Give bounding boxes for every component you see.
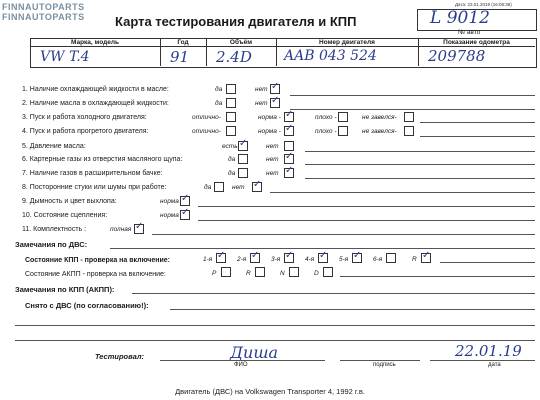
item-3-normal: норма - — [258, 114, 281, 121]
akpp-n: N — [280, 270, 285, 277]
check-mark-icon: ✓ — [319, 250, 328, 261]
item-4-bad-box[interactable] — [338, 126, 348, 136]
test-date: 22.01.19 — [455, 342, 522, 360]
dvs-remarks-label: Замечания по ДВС: — [15, 240, 88, 249]
item-3-excellent-box[interactable] — [226, 112, 236, 122]
item-5-label: 5. Давление масла: — [22, 143, 86, 150]
gear-6: 6-я — [373, 256, 383, 263]
item-10-label: 10. Состояние сцепления: — [22, 212, 108, 219]
check-mark-icon: ✓ — [422, 250, 431, 261]
item-2-yes: да — [215, 100, 223, 107]
page-title: Карта тестирования двигателя и КПП — [115, 14, 357, 29]
item-4-normal: норма - — [258, 128, 281, 135]
check-mark-icon: ✓ — [135, 221, 144, 232]
check-mark-icon: ✓ — [239, 138, 248, 149]
item-3-bad-box[interactable] — [338, 112, 348, 122]
item-4-not-started: не завелся- — [362, 128, 397, 135]
item-7-label: 7. Наличие газов в расширительном бачке: — [22, 170, 163, 177]
item-5-no-box[interactable] — [284, 141, 294, 151]
item-4-excellent: отлично- — [192, 128, 221, 135]
gear-6-box[interactable] — [386, 253, 396, 263]
item-1-label: 1. Наличие охлаждающей жидкости в масле: — [22, 86, 169, 93]
item-3-label: 3. Пуск и работа холодного двигателя: — [22, 114, 147, 121]
removed-from-label: Снято с ДВС (по согласованию!): — [25, 301, 149, 310]
item-3-excellent: отлично- — [192, 114, 221, 121]
akpp-r: R — [246, 270, 251, 277]
col-volume: Объём — [229, 39, 253, 46]
col-odometer: Показание одометра — [443, 39, 510, 46]
car-number-handwritten: L 9012 — [430, 8, 490, 28]
gear-2: 2-я — [237, 256, 247, 263]
date-stamp: Дата: 23.01.2019 (16:08:38) — [455, 2, 512, 7]
signature-label: подпись — [373, 362, 396, 368]
check-mark-icon: ✓ — [285, 123, 294, 134]
gear-1: 1-я — [203, 256, 213, 263]
akpp-state-label: Состояние АКПП - проверка на включение: — [25, 271, 166, 278]
check-mark-icon: ✓ — [285, 151, 294, 162]
gear-3: 3-я — [271, 256, 281, 263]
item-9-label: 9. Дымность и цвет выхлопа: — [22, 198, 117, 205]
check-mark-icon: ✓ — [353, 250, 362, 261]
check-mark-icon: ✓ — [181, 207, 190, 218]
check-mark-icon: ✓ — [285, 250, 294, 261]
watermark-logo-bottom: FINNAUTOPARTS — [2, 12, 85, 22]
item-5-present: есть — [222, 143, 238, 150]
fio-label: ФИО — [234, 362, 248, 368]
caption: Двигатель (ДВС) на Volkswagen Transporter 4, 1992 г.в. — [175, 387, 365, 396]
item-2-no: нет — [255, 100, 268, 107]
item-4-not-started-box[interactable] — [404, 126, 414, 136]
akpp-n-box[interactable] — [289, 267, 299, 277]
value-year: 91 — [170, 48, 190, 66]
item-7-yes: да — [228, 170, 236, 177]
value-model: VW T.4 — [40, 49, 90, 65]
item-2-yes-box[interactable] — [226, 98, 236, 108]
gear-4: 4-я — [305, 256, 315, 263]
item-6-yes: да — [228, 156, 236, 163]
item-7-no: нет — [266, 170, 279, 177]
akpp-p: P — [212, 270, 217, 277]
watermark-logo-top: FINNAUTOPARTS — [2, 2, 85, 12]
item-4-bad: плохо - — [315, 128, 337, 135]
value-odometer: 209788 — [428, 47, 486, 65]
item-2-label: 2. Наличие масла в охлаждающей жидкости: — [22, 100, 169, 107]
check-mark-icon: ✓ — [285, 165, 294, 176]
kpp-state-label: Состояние КПП - проверка на включение: — [25, 257, 170, 264]
item-6-yes-box[interactable] — [238, 154, 248, 164]
item-5-no: нет — [266, 143, 279, 150]
gear-r: R — [412, 256, 417, 263]
item-8-no: нет — [232, 184, 245, 191]
item-6-no: нет — [266, 156, 279, 163]
item-1-yes-box[interactable] — [226, 84, 236, 94]
item-6-label: 6. Картерные газы из отверстия масляного щупа: — [22, 156, 183, 163]
check-mark-icon: ✓ — [253, 179, 262, 190]
value-volume: 2.4D — [216, 48, 252, 66]
item-9-normal: норма — [160, 198, 179, 205]
tester-name: Диша — [230, 343, 279, 362]
car-number-label: № авто — [458, 29, 481, 36]
item-1-no: нет — [255, 86, 268, 93]
item-4-label: 4. Пуск и работа прогретого двигателя: — [22, 128, 149, 135]
gear-5: 5-я — [339, 256, 349, 263]
check-mark-icon: ✓ — [271, 95, 280, 106]
check-mark-icon: ✓ — [271, 81, 280, 92]
item-8-yes-box[interactable] — [214, 182, 224, 192]
item-8-yes: да — [204, 184, 212, 191]
check-mark-icon: ✓ — [181, 193, 190, 204]
akpp-d-box[interactable] — [323, 267, 333, 277]
kpp-remarks-label: Замечания по КПП (АКПП): — [15, 285, 115, 294]
akpp-p-box[interactable] — [221, 267, 231, 277]
col-engine-number: Номер двигателя — [319, 39, 375, 46]
date-label: дата — [488, 362, 501, 368]
akpp-r-box[interactable] — [255, 267, 265, 277]
item-11-label: 11. Комплектность : — [22, 226, 87, 233]
item-10-normal: норма — [160, 212, 179, 219]
col-model: Марка, модель — [70, 39, 120, 46]
col-year: Год — [177, 39, 189, 46]
check-mark-icon: ✓ — [251, 250, 260, 261]
item-8-label: 8. Посторонние стуки или шумы при работе: — [22, 184, 167, 191]
item-11-full: полная — [110, 226, 132, 233]
tested-label: Тестировал: — [95, 352, 144, 361]
item-1-yes: да — [215, 86, 223, 93]
item-3-not-started: не завелся- — [362, 114, 397, 121]
item-7-yes-box[interactable] — [238, 168, 248, 178]
akpp-d: D — [314, 270, 319, 277]
item-3-not-started-box[interactable] — [404, 112, 414, 122]
check-mark-icon: ✓ — [217, 250, 226, 261]
item-4-excellent-box[interactable] — [226, 126, 236, 136]
value-engine-number: AAB 043 524 — [284, 48, 377, 64]
item-3-bad: плохо - — [315, 114, 337, 121]
check-mark-icon: ✓ — [285, 109, 294, 120]
